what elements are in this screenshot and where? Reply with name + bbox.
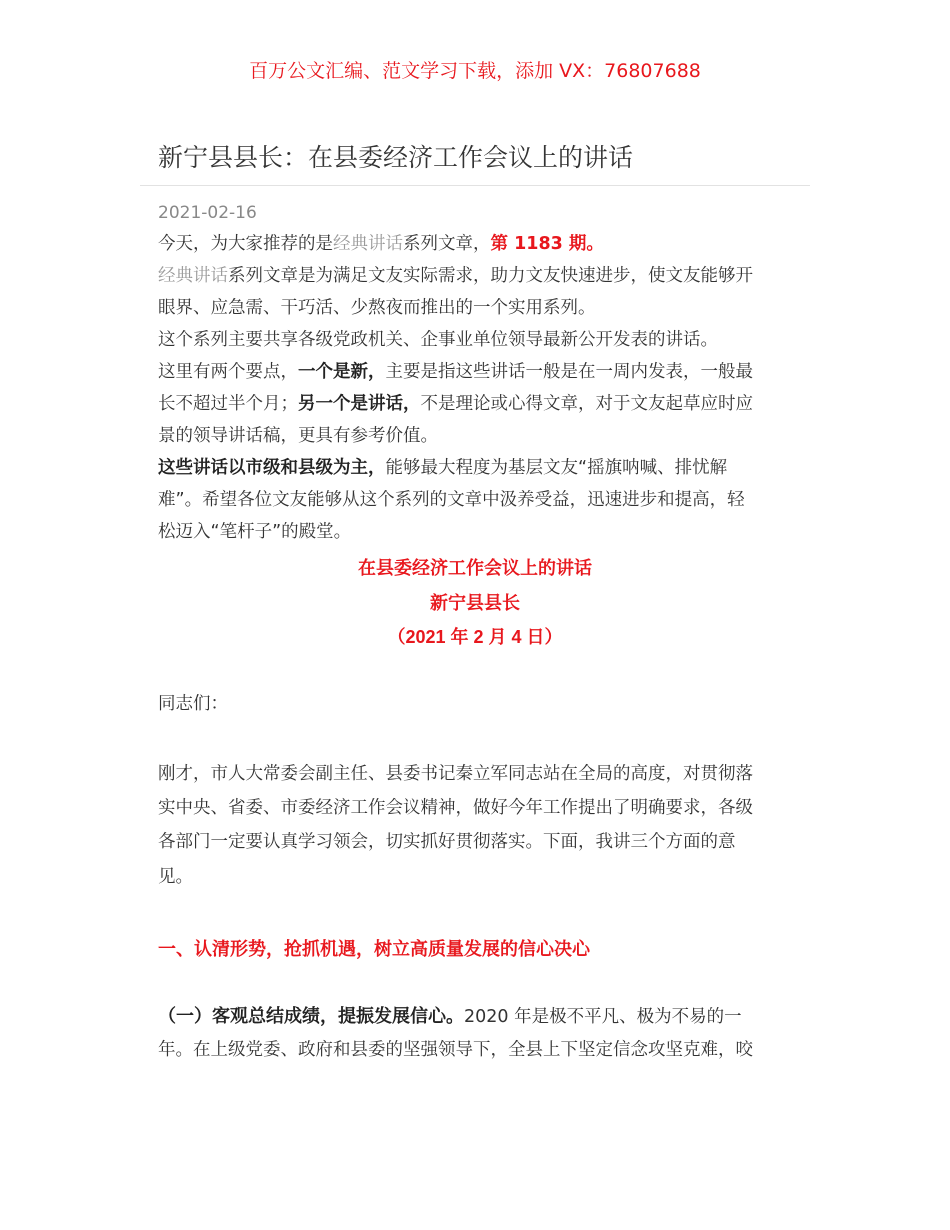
intro-line <box>158 233 604 255</box>
article-title: 新宁县县长：在县委经济工作会议上的讲话 <box>158 143 634 172</box>
paragraph-line: 实中央、省委、市委经济工作会议精神，做好今年工作提出了明确要求，各级 <box>158 798 753 818</box>
intro-line: 景的领导讲话稿，更具有参考价值。 <box>158 426 438 446</box>
intro-line: 这个系列主要共享各级党政机关、企事业单位领导最新公开发表的讲话。 <box>158 330 718 350</box>
title-divider <box>140 185 810 186</box>
publish-date: 2021-02-16 <box>158 203 257 223</box>
text: 能够最大程度为基层文友“摇旗呐喊、排忧解 <box>385 458 728 478</box>
series-name: 经典讲话 <box>333 234 403 254</box>
paragraph-line: 刚才，市人大常委会副主任、县委书记秦立军同志站在全局的高度，对贯彻落 <box>158 764 753 784</box>
intro-line: 眼界、应急需、干巧活、少熬夜而推出的一个实用系列。 <box>158 298 596 318</box>
paragraph-line: 各部门一定要认真学习领会，切实抓好贯彻落实。下面，我讲三个方面的意 <box>158 832 736 852</box>
issue-number: 第 1183 期。 <box>490 234 604 254</box>
intro-line <box>158 361 753 383</box>
intro-line <box>158 393 753 415</box>
section-heading: 一、认清形势，抢抓机遇，树立高质量发展的信心决心 <box>158 939 590 959</box>
intro-line <box>158 457 727 479</box>
text: 2020 年是极不平凡、极为不易的一 <box>464 1007 742 1027</box>
text: 系列文章是为满足文友实际需求，助力文友快速进步，使文友能够开 <box>228 266 753 286</box>
text: 这里有两个要点， <box>158 362 298 382</box>
salutation: 同志们： <box>158 694 228 714</box>
speech-date: （2021 年 2 月 4 日） <box>387 627 563 647</box>
intro-line: 松迈入“笔杆子”的殿堂。 <box>158 522 352 542</box>
download-banner: 百万公文汇编、范文学习下载，添加 VX：76807688 <box>249 60 701 82</box>
bold-text: （一）客观总结成绩，提振发展信心。 <box>158 1006 464 1026</box>
paragraph-line: 见。 <box>158 867 193 887</box>
intro-line: 难”。希望各位文友能够从这个系列的文章中汲养受益，迅速进步和提高，轻 <box>158 490 745 510</box>
bold-text: 另一个是讲话， <box>298 394 421 414</box>
speech-speaker: 新宁县县长 <box>430 593 520 613</box>
series-name: 经典讲话 <box>158 266 228 286</box>
text: 不是理论或心得文章，对于文友起草应时应 <box>420 394 753 414</box>
bold-text: 一个是新， <box>298 362 386 382</box>
intro-line <box>158 265 753 287</box>
paragraph-line: 年。在上级党委、政府和县委的坚强领导下，全县上下坚定信念攻坚克难，咬 <box>158 1040 753 1060</box>
bold-text: 这些讲话以市级和县级为主， <box>158 458 386 478</box>
text: 主要是指这些讲话一般是在一周内发表，一般最 <box>385 362 753 382</box>
speech-heading: 在县委经济工作会议上的讲话 <box>358 558 592 578</box>
text: 长不超过半个月； <box>158 394 298 414</box>
text: 系列文章， <box>403 234 491 254</box>
text: 今天，为大家推荐的是 <box>158 234 333 254</box>
paragraph-line <box>158 1005 742 1028</box>
